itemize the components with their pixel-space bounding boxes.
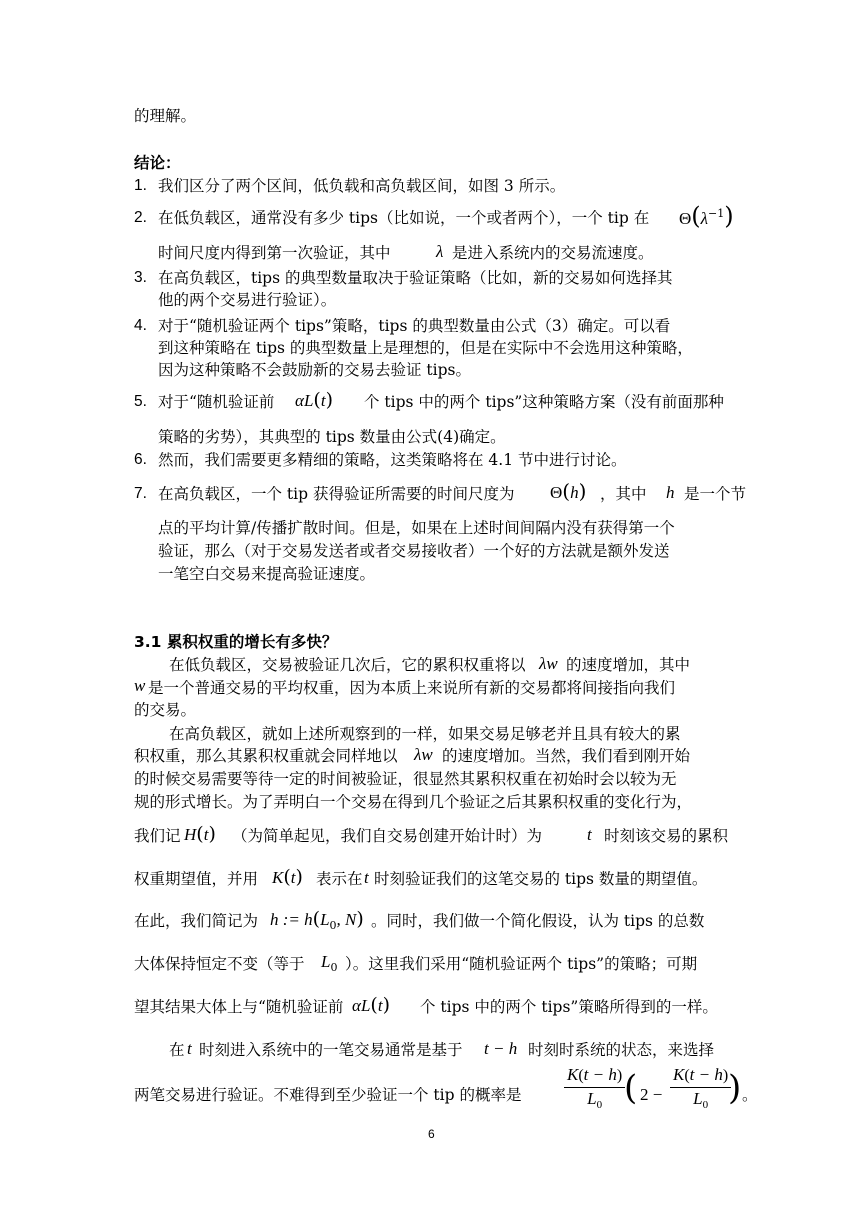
- paragraph-line: 大体保持恒定不变（等于: [134, 955, 305, 973]
- math-expression: 2 −: [640, 1085, 663, 1104]
- paragraph-line: 。同时，我们做一个简化假设，认为 tips 的总数: [371, 912, 705, 930]
- paragraph-line: 两笔交易进行验证。不难得到至少验证一个 tip 的概率是: [134, 1086, 522, 1104]
- text-line: 的理解。: [134, 107, 197, 125]
- math-fraction: $\frac{K(t - h)}{L_0}$: [670, 1064, 731, 1116]
- math-symbol: t: [587, 825, 592, 844]
- math-symbol: h: [666, 483, 675, 502]
- math-expression: K(t): [272, 866, 303, 888]
- math-paren: ): [728, 1068, 742, 1108]
- list-item-text: 点的平均计算/传播扩散时间。但是，如果在上述时间间隔内没有获得第一个: [158, 519, 675, 537]
- math-expression: H(t): [184, 823, 216, 845]
- math-expression: αL(t): [295, 389, 333, 411]
- math-paren: (: [624, 1068, 638, 1108]
- list-number: 3.: [134, 269, 147, 286]
- paragraph-line: 的交易。: [134, 701, 197, 719]
- math-expression: t − h: [484, 1039, 518, 1058]
- list-item-text: 我们区分了两个区间，低负载和高负载区间，如图 3 所示。: [158, 177, 566, 195]
- list-number: 7.: [134, 485, 147, 502]
- paragraph-line: 的时候交易需要等待一定的时间被验证，很显然其累积权重在初始时会以较为无: [134, 770, 677, 788]
- paragraph-line: 是一个普通交易的平均权重，因为本质上来说所有新的交易都将间接指向我们: [148, 679, 676, 697]
- list-item-text: 他的两个交易进行验证）。: [158, 291, 337, 309]
- math-expression: $\Theta(\lambda^{-1})$: [679, 202, 734, 230]
- math-symbol: λw: [414, 745, 433, 764]
- list-item-text: 个 tips 中的两个 tips”这种策略方案（没有前面那种: [364, 393, 724, 411]
- paragraph-line: 时刻该交易的累积: [604, 827, 729, 845]
- math-symbol: t: [187, 1039, 192, 1058]
- paragraph-line: 表示在: [316, 870, 363, 888]
- list-item-text: 策略的劣势），其典型的 tips 数量由公式(4)确定。: [158, 428, 506, 446]
- math-expression: $L_0$: [321, 952, 338, 974]
- math-expression: αL(t): [352, 994, 390, 1016]
- list-item-text: 验证，那么（对于交易发送者或者交易接收者）一个好的方法就是额外发送: [158, 542, 670, 560]
- paragraph-line: 个 tips 中的两个 tips”策略所得到的一样。: [420, 998, 718, 1016]
- math-symbol: t: [364, 868, 369, 887]
- list-number: 6.: [134, 451, 147, 468]
- list-item-text: 因为这种策略不会鼓励新的交易去验证 tips。: [158, 361, 471, 379]
- paragraph-line: 在高负载区，就如上述所观察到的一样，如果交易足够老并且具有较大的累: [169, 725, 681, 743]
- paragraph-line: 我们记: [134, 827, 181, 845]
- list-item-text: ，其中: [600, 485, 647, 503]
- list-number: 4.: [134, 317, 147, 334]
- list-item-text: 是一个节: [684, 485, 747, 503]
- list-number: 2.: [134, 209, 147, 226]
- paragraph-line: ）。这里我们采用“随机验证两个 tips”的策略；可期: [345, 955, 698, 973]
- list-item-text: 是进入系统内的交易流速度。: [452, 244, 654, 262]
- page-number: 6: [428, 1127, 435, 1141]
- paragraph-line: 在: [169, 1041, 185, 1059]
- paragraph-line: 规的形式增长。为了弄明白一个交易在得到几个验证之后其累积权重的变化行为，: [134, 793, 693, 811]
- paragraph-line: （为简单起见，我们自交易创建开始计时）为: [232, 827, 543, 845]
- paragraph-line: 的速度增加。当然，我们看到刚开始: [442, 747, 691, 765]
- list-item-text: 然而，我们需要更多精细的策略，这类策略将在 4.1 节中进行讨论。: [158, 451, 627, 469]
- list-item-text: 对于“随机验证两个 tips”策略，tips 的典型数量由公式（3）确定。可以看: [158, 317, 671, 335]
- paragraph-line: 权重期望值，并用: [134, 870, 259, 888]
- list-item-text: 在低负载区，通常没有多少 tips（比如说，一个或者两个），一个 tip 在: [158, 209, 650, 227]
- paragraph-line: 望其结果大体上与“随机验证前: [134, 998, 344, 1016]
- paragraph-line: 在低负载区，交易被验证几次后，它的累积权重将以: [169, 656, 526, 674]
- paragraph-line: 积权重，那么其累积权重就会同样地以: [134, 747, 398, 765]
- list-item-text: 一笔空白交易来提高验证速度。: [158, 565, 376, 583]
- paragraph-line: 时刻时系统的状态，来选择: [528, 1041, 715, 1059]
- paragraph-line: 在此，我们简记为: [134, 912, 259, 930]
- list-item-text: 对于“随机验证前: [158, 393, 275, 411]
- section-title: 3.1 累积权重的增长有多快？: [134, 633, 338, 651]
- math-symbol: w: [134, 676, 146, 695]
- paragraph-line: 的速度增加，其中: [566, 656, 691, 674]
- list-item-text: 在高负载区，一个 tip 获得验证所需要的时间尺度为: [158, 485, 515, 503]
- list-number: 1.: [134, 177, 147, 194]
- conclusion-heading: 结论：: [134, 154, 181, 172]
- paragraph-line: 时刻验证我们的这笔交易的 tips 数量的期望值。: [374, 870, 708, 888]
- paragraph-line: 。: [742, 1086, 758, 1104]
- list-number: 5.: [134, 393, 147, 410]
- math-expression: h := $h(L_0$, N): [270, 908, 364, 932]
- math-symbol: λ: [436, 242, 444, 261]
- paragraph-line: 时刻进入系统中的一笔交易通常是基于: [199, 1041, 463, 1059]
- list-item-text: 到这种策略在 tips 的典型数量上是理想的，但是在实际中不会选用这种策略，: [158, 339, 693, 357]
- math-symbol: λw: [539, 654, 558, 673]
- math-expression: Θ(h): [550, 479, 587, 503]
- list-item-text: 在高负载区，tips 的典型数量取决于验证策略（比如，新的交易如何选择其: [158, 269, 673, 287]
- math-fraction: $\frac{K(t - h)}{L_0}$: [564, 1064, 625, 1116]
- list-item-text: 时间尺度内得到第一次验证，其中: [158, 244, 391, 262]
